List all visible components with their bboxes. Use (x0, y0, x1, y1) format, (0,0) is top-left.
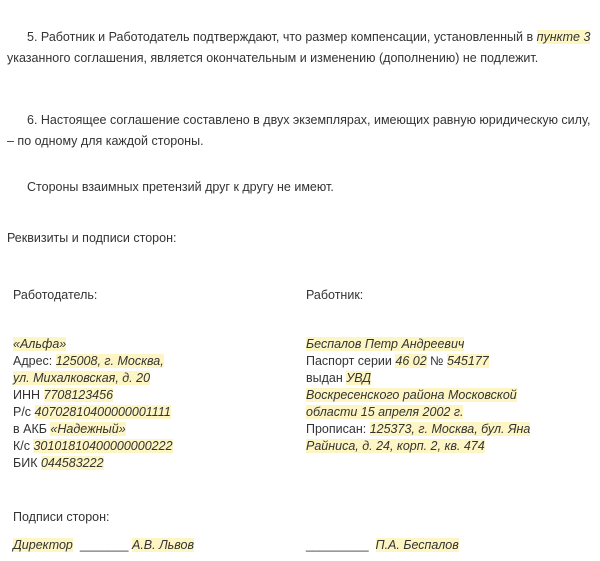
employer-bik-label: БИК (13, 456, 41, 470)
employee-name-line (306, 336, 530, 353)
signatures-heading: Подписи сторон: (13, 510, 110, 524)
employer-account-label: Р/с (13, 405, 35, 419)
employee-passport-series: 46 02 (395, 354, 427, 368)
paragraph-5-text-before: 5. Работник и Работодатель подтверждают, что размер компенсации, установленный в (27, 30, 537, 44)
employee-passport-no-label: № (426, 354, 448, 368)
employee-passport-number: 545177 (447, 354, 489, 368)
employee-issued-label: выдан (306, 371, 347, 385)
employee-signature-name: П.А. Беспалов (375, 538, 459, 552)
employee-signature (306, 537, 459, 554)
employer-address-label: Адрес: (13, 354, 56, 368)
employer-address-line-2 (13, 370, 173, 387)
employee-registered-line (306, 421, 530, 438)
employer-address-line (13, 353, 173, 370)
requisites-heading: Реквизиты и подписи сторон: (7, 231, 177, 245)
employee-registered-line-2 (306, 438, 530, 455)
employee-name: Беспалов Петр Андреевич (306, 337, 465, 351)
paragraph-5-highlight: пункте 3 (536, 30, 591, 44)
paragraph-6: 6. Настоящее соглашение составлено в двух экземплярах, имеющих равную юридическую силу, – по одному для каждой стороны. (7, 113, 591, 148)
employer-account: 40702810400000001111 (34, 405, 171, 419)
employer-bank-label: в АКБ (13, 422, 51, 436)
employer-address-2: ул. Михалковская, д. 20 (13, 371, 151, 385)
employer-signature-line: _______ (79, 538, 129, 552)
employer-address-1: 125008, г. Москва, (55, 354, 164, 368)
employee-label: Работник: (306, 288, 364, 302)
employer-inn-label: ИНН (13, 388, 44, 402)
employer-name-line (13, 336, 173, 353)
employee-requisites (306, 336, 530, 455)
employer-requisites (13, 336, 173, 472)
employer-corr-line (13, 438, 173, 455)
employee-issued-3: области 15 апреля 2002 г. (306, 405, 464, 419)
employer-signature-name: А.В. Львов (132, 538, 194, 552)
employer-bik-line (13, 455, 173, 472)
employer-signature-position: Директор (13, 538, 73, 552)
employer-inn-line (13, 387, 173, 404)
employer-inn: 7708123456 (43, 388, 114, 402)
employee-issued-2: Воскресенского района Московской (306, 388, 517, 402)
employee-passport-line (306, 353, 530, 370)
employer-label-block (13, 287, 97, 304)
employee-issued-line-2 (306, 387, 530, 404)
employer-label: Работодатель: (13, 288, 98, 302)
employee-issued-by: УВД (346, 371, 372, 385)
employee-passport-label: Паспорт серии (306, 354, 396, 368)
employee-registered-1: 125373, г. Москва, бул. Яна (369, 422, 531, 436)
paragraph-7: Стороны взаимных претензий друг к другу не имеют. (27, 180, 334, 194)
employer-bank: «Надежный» (50, 422, 126, 436)
employer-bik: 044583222 (40, 456, 104, 470)
employer-account-line (13, 404, 173, 421)
employer-corr: 30101810400000000222 (33, 439, 173, 453)
employer-name: «Альфа» (13, 337, 67, 351)
employee-registered-2: Райниса, д. 24, корп. 2, кв. 474 (306, 439, 485, 453)
employee-signature-line: _________ (306, 538, 369, 552)
employer-signature (13, 537, 194, 554)
employee-registered-label: Прописан: (306, 422, 370, 436)
signatures-heading-block (13, 509, 109, 526)
employee-label-block (306, 287, 363, 304)
paragraph-5-text-after: указанного соглашения, является окончательным и изменению (дополнению) не подлежит. (7, 51, 539, 65)
employer-bank-line (13, 421, 173, 438)
employee-issued-line (306, 370, 530, 387)
employee-issued-line-3 (306, 404, 530, 421)
employer-corr-label: К/с (13, 439, 34, 453)
paragraph-5 (7, 27, 595, 69)
